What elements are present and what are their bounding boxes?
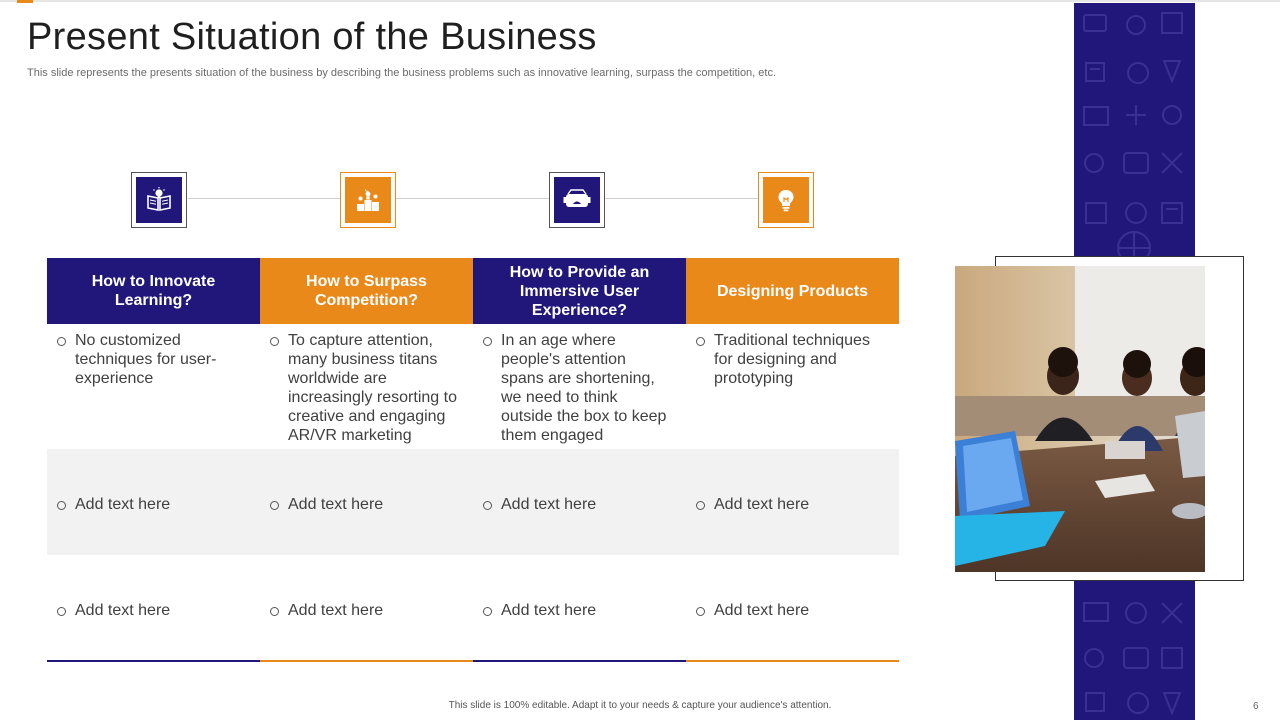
cell-text: Add text here xyxy=(288,602,384,619)
bullet-icon xyxy=(483,607,492,616)
meeting-photo xyxy=(955,266,1205,572)
icon-box-immersive xyxy=(549,172,605,228)
bullet-icon xyxy=(483,337,492,346)
lightbulb-icon xyxy=(763,177,809,223)
slide-subtitle: This slide represents the presents situation of the business by describing the business problems such as innovative learning, surpass the competition, etc. xyxy=(27,67,777,79)
column-header-innovate: How to Innovate Learning? xyxy=(47,258,260,324)
table-cell xyxy=(696,331,886,388)
icon-box-designing xyxy=(758,172,814,228)
table-cell xyxy=(57,601,247,620)
table-cell xyxy=(696,601,886,620)
icon-connector-line xyxy=(188,198,758,199)
cell-text: Add text here xyxy=(75,602,171,619)
icon-box-innovate xyxy=(131,172,187,228)
table-cell xyxy=(483,331,673,445)
column-bottom-line xyxy=(686,660,899,662)
cell-text: Add text here xyxy=(714,602,810,619)
bullet-icon xyxy=(696,501,705,510)
column-bottom-line xyxy=(47,660,260,662)
column-bottom-line xyxy=(473,660,686,662)
cell-text: In an age where people's attention spans are shortening, we need to think outside the box to keep them engaged xyxy=(501,332,667,444)
bullet-icon xyxy=(270,501,279,510)
table-cell xyxy=(270,495,460,514)
bullet-icon xyxy=(483,501,492,510)
top-accent xyxy=(17,0,33,3)
cell-text: Add text here xyxy=(288,496,384,513)
bullet-icon xyxy=(57,607,66,616)
cell-text: Traditional techniques for designing and prototyping xyxy=(714,332,870,387)
table-cell xyxy=(483,495,673,514)
bullet-icon xyxy=(696,337,705,346)
column-header-surpass: How to Surpass Competition? xyxy=(260,258,473,324)
cell-text: Add text here xyxy=(501,602,597,619)
top-rule xyxy=(0,0,1280,2)
table-cell xyxy=(696,495,886,514)
book-lightbulb-icon xyxy=(136,177,182,223)
cell-text: No customized techniques for user-experience xyxy=(75,332,217,387)
cell-text: To capture attention, many business titans worldwide are increasingly resorting to creative and engaging AR/VR marketing xyxy=(288,332,457,444)
cell-text: Add text here xyxy=(501,496,597,513)
bullet-icon xyxy=(270,337,279,346)
cell-text: Add text here xyxy=(75,496,171,513)
table-cell xyxy=(57,495,247,514)
table-cell xyxy=(57,331,247,388)
table-cell xyxy=(270,331,460,445)
cell-text: Add text here xyxy=(714,496,810,513)
bullet-icon xyxy=(57,337,66,346)
bullet-icon xyxy=(57,501,66,510)
table-cell xyxy=(270,601,460,620)
column-header-immersive: How to Provide an Immersive User Experience? xyxy=(473,258,686,324)
trophy-podium-icon xyxy=(345,177,391,223)
vr-headset-icon xyxy=(554,177,600,223)
bullet-icon xyxy=(270,607,279,616)
column-header-designing: Designing Products xyxy=(686,258,899,324)
column-bottom-line xyxy=(260,660,473,662)
page-number: 6 xyxy=(1253,701,1259,712)
table-cell xyxy=(483,601,673,620)
icon-box-surpass xyxy=(340,172,396,228)
bullet-icon xyxy=(696,607,705,616)
slide-title: Present Situation of the Business xyxy=(27,16,597,58)
footer-note: This slide is 100% editable. Adapt it to your needs & capture your audience's attention. xyxy=(448,700,832,711)
